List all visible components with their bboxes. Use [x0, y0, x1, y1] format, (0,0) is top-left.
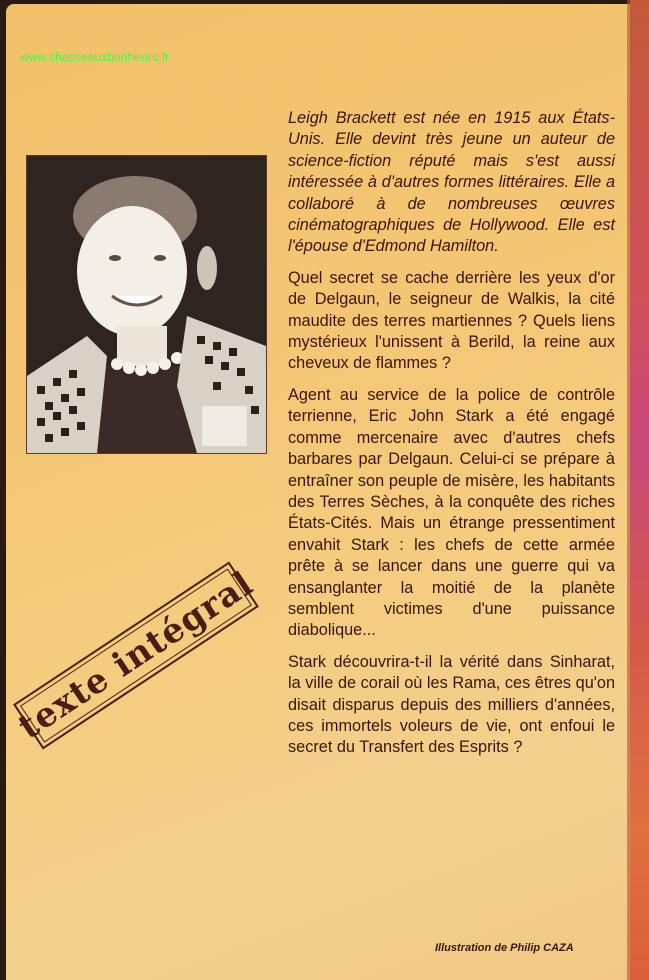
stamp-label: texte intégral	[11, 563, 261, 748]
watermark-link[interactable]: www.chasseauxbonheurs.fr	[20, 50, 170, 64]
book-spine	[630, 0, 649, 980]
synopsis-paragraph-3: Stark découvrira-t-il la vérité dans Sinharat, la ville de corail où les Rama, ces êtres qu'on disait disparus depuis des milliers d'années, ces immortels voleurs de vie, ont enfoui le secret du Transfert des Esprits ?	[288, 652, 615, 757]
portrait-image	[27, 156, 266, 453]
illustration-credit: Illustration de Philip CAZA	[435, 942, 574, 954]
synopsis-paragraph-2: Agent au service de la police de contrôle terrienne, Eric John Stark a été engagé comme mercenaire avec d'autres chefs barbares par Delgaun. Celui-ci se prépare à entraîner son peuple de misère, les habitants des Terres Sèches, à la conquête des riches États-Cités. Mais un étrange pressentiment envahit Stark : les chefs de cette armée prête à se lancer dans une guerre qui va ensanglanter la moitié de la planète semblent victimes d'une puissance diabolique...	[288, 385, 615, 640]
blurb-column	[288, 108, 615, 769]
author-photo	[26, 155, 267, 454]
synopsis-paragraph-1: Quel secret se cache derrière les yeux d'or de Delgaun, le seigneur de Walkis, la cité maudite des terres martiennes ? Quels liens mystérieux l'unissent à Berild, la reine aux cheveux de flammes ?	[288, 268, 615, 373]
author-bio: Leigh Brackett est née en 1915 aux États-Unis. Elle devint très jeune un auteur de science-fiction réputé mais s'est aussi intéressée à d'autres formes littéraires. Elle a collaboré à de nombreuses œuvres cinématographiques de Hollywood. Elle est l'épouse d'Edmond Hamilton.	[288, 109, 615, 256]
